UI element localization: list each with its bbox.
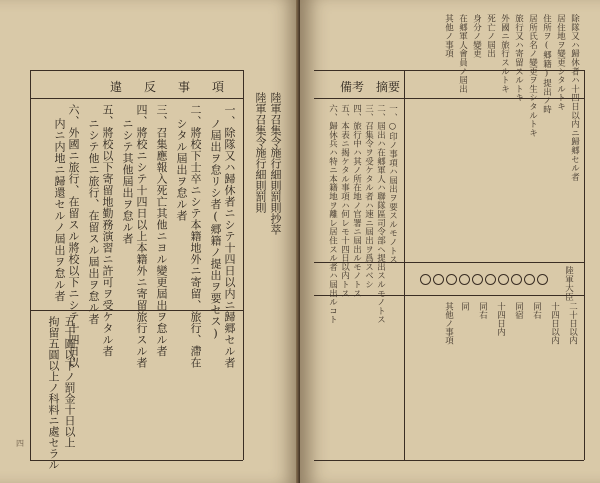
violation-item: 六、外國ニ旅行、在留スル將校以下ニシテ十四日以 — [67, 104, 80, 369]
title-line-1: 陸軍召集令施行細則罰則抄萃 — [269, 92, 282, 235]
rule — [30, 98, 243, 99]
circle-mark — [524, 274, 535, 285]
upper-column: 在郷軍人會員ノ屆出 — [457, 14, 468, 94]
penalty-line-1: 五十圓以下ノ罰金十日以上 — [63, 316, 76, 448]
upper-column: 居所氏名ノ變更ヲ生シタルトキ — [527, 14, 538, 138]
circle-mark — [511, 274, 522, 285]
violation-item: ノ屆出ヲ怠リシ者(郷籍ノ提出ヲ要セス) — [209, 118, 222, 341]
bottom-cell: 其他ノ事項 — [443, 302, 454, 345]
upper-column: 外國ニ旅行スルトキ — [499, 14, 510, 94]
note-line: 三、召集令ヲ受ケタル者ハ速ニ屆出ヲ爲スベシ — [363, 104, 374, 289]
bottom-cell: 同 — [459, 302, 470, 311]
note-line: 一、○印ノ事項ハ屆出ヲ要スルモノトス — [387, 104, 398, 264]
rule — [30, 460, 243, 461]
summary-header: 摘要 — [376, 80, 401, 94]
circle-mark — [433, 274, 444, 285]
upper-column: 旅行又ハ寄留スルトキ — [513, 14, 524, 102]
note-line: 六、歸休兵ハ特ニ本籍地ヲ離レ居住スル者ハ屆出ルコト — [327, 104, 338, 324]
bottom-cell: 同右 — [531, 302, 542, 319]
violation-item: ニシテ其他屆出ヲ怠ル者 — [121, 118, 134, 245]
upper-column: 身分ノ變更 — [471, 14, 482, 58]
right-page — [300, 0, 600, 483]
rule — [314, 460, 584, 461]
circles-label: 陸軍大臣 — [563, 266, 574, 302]
notes-header: 備考 — [340, 80, 365, 94]
violation-item: 四、將校ニシテ十四日以上本籍外ニ寄留旅行スル者 — [135, 104, 148, 369]
violation-item: 二、將校下士卒ニシテ本籍地外ニ寄留、旅行、滯在 — [189, 104, 202, 369]
upper-column: 除隊又ハ歸休者ハ十四日以内ニ歸郷セル者 — [569, 14, 580, 182]
bottom-cell: 同宿 — [513, 302, 524, 319]
violation-item: シタル屆出ヲ怠ル者 — [175, 118, 188, 222]
circle-mark — [498, 274, 509, 285]
circle-mark — [472, 274, 483, 285]
bottom-cell: 十四日内 — [495, 302, 506, 336]
circle-mark — [537, 274, 548, 285]
bottom-cell: 同右 — [477, 302, 488, 319]
note-line: 二、屆出ハ在郷軍人ハ聯隊區司令部ヘ提出スルモノトス — [375, 104, 386, 324]
note-line: 五、本表ニ揭ケタル事項ハ何レモ十四日以内トス — [339, 104, 350, 298]
upper-column: 住所ヲ(郷籍)提出ノ時 — [541, 14, 552, 114]
rule — [30, 70, 31, 460]
upper-column: 其他ノ事項 — [443, 14, 454, 58]
upper-column: 居住地ヲ變更シタルトキ — [555, 14, 566, 111]
rule — [584, 70, 585, 460]
circle-mark — [446, 274, 457, 285]
bottom-cell: 十四日以内 — [549, 302, 560, 345]
rule — [30, 70, 243, 71]
header-violation: 違反事項 — [110, 80, 247, 94]
circle-mark — [485, 274, 496, 285]
circle-mark — [459, 274, 470, 285]
violation-item: ニシテ他ニ旅行、在留スル屆出ヲ怠ル者 — [87, 118, 100, 325]
upper-column: 死亡ノ屆出 — [485, 14, 496, 58]
note-line: 四、旅行中ハ其ノ所在地ノ官署ニ屆出ルモノトス — [351, 104, 362, 298]
title-line-2: 陸軍召集令施行細則罰則 — [254, 92, 267, 213]
violation-item: 五、將校以下寄留地勤務演習ニ許可ヲ受ケタル者 — [101, 104, 114, 357]
rule — [404, 70, 405, 460]
violation-item: 内ニ内地ニ歸還セルノ屆出ヲ怠ル者 — [53, 118, 66, 302]
violation-item: 一、除隊又ハ歸休者ニシテ十四日以内ニ歸郷セル者 — [223, 104, 236, 369]
circle-mark — [420, 274, 431, 285]
violation-item: 三、召集應報入死亡其他ニヨル變更屆出ヲ怠ル者 — [155, 104, 168, 357]
bottom-cell: 二十日以内 — [567, 302, 578, 345]
penalty-line-2: 拘留五圓以上ノ科料ニ處セラル — [47, 316, 60, 470]
page-number: 四 — [16, 439, 24, 448]
rule — [243, 70, 244, 460]
